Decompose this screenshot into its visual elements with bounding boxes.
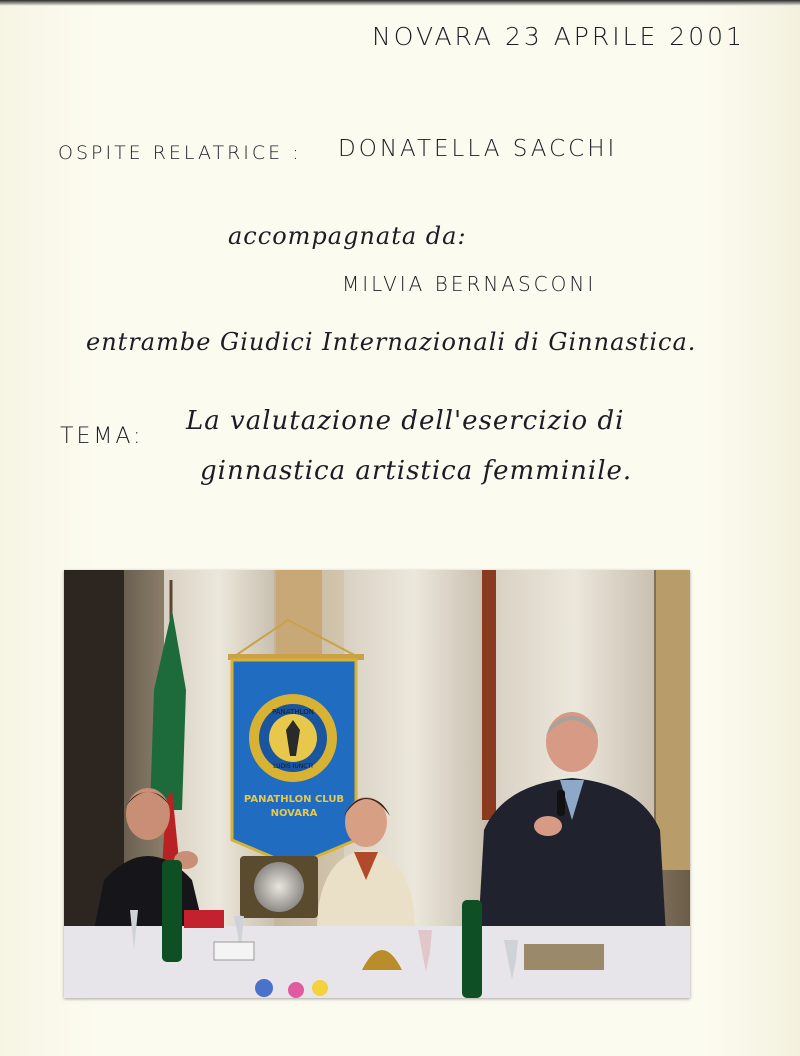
guest-name: DONATELLA SACCHI (338, 136, 618, 162)
emblem-ring-bottom: LUDIS IUNCTI (273, 763, 313, 770)
accompanied-label: accompagnata da: (228, 222, 467, 250)
guest-label: OSPITE RELATRICE : (58, 142, 302, 164)
red-napkin (184, 910, 224, 928)
flowers-pink (288, 982, 304, 998)
man-face (546, 712, 598, 772)
gift-box (524, 944, 604, 970)
theme-line-1: La valutazione dell'esercizio di (186, 406, 625, 436)
banner-text-bottom: NOVARA (270, 808, 318, 819)
date-line: NOVARA 23 APRILE 2001 (372, 22, 745, 51)
page-top-edge (0, 0, 800, 6)
award-plate (254, 862, 304, 912)
companion-name: MILVIA BERNASCONI (342, 272, 597, 296)
wall-pattern-right (656, 570, 690, 870)
bottle-left (162, 860, 182, 962)
flowers-blue (255, 979, 273, 997)
wall-pattern (276, 570, 322, 660)
theme-line-2: ginnastica artistica femminile. (200, 456, 633, 486)
wood-post (482, 570, 496, 820)
event-photo (64, 570, 690, 998)
banner-text-top: PANATHLON CLUB (243, 794, 345, 805)
bottle-right (462, 900, 482, 998)
role-line: entrambe Giudici Internazionali di Ginnastica. (86, 328, 697, 356)
microphone-icon (557, 790, 565, 816)
man-hand (534, 816, 562, 836)
paper-card (214, 942, 254, 960)
emblem-ring-top: PANATHLON (272, 708, 314, 716)
theme-label: TEMA: (60, 424, 144, 449)
woman-left-face (126, 788, 170, 840)
flowers-yellow (312, 980, 328, 996)
